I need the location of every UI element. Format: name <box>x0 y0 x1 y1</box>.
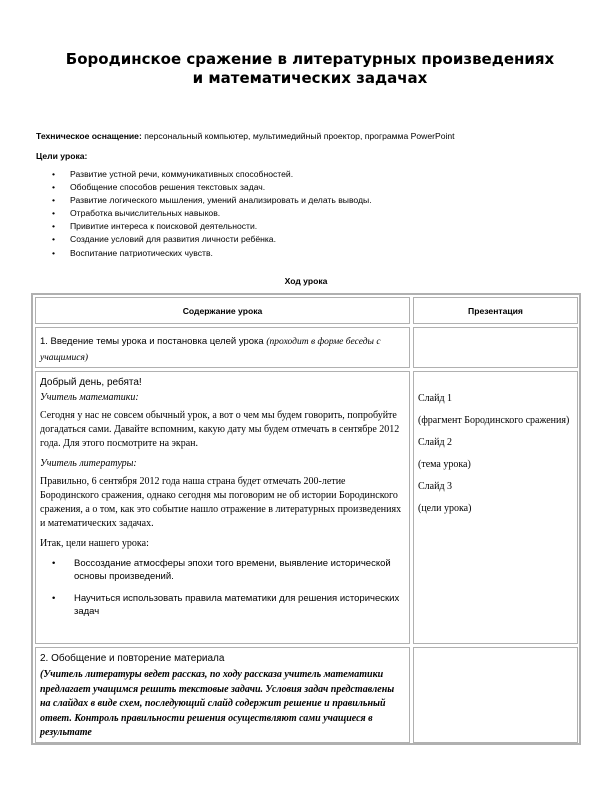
section-2-title: 2. Обобщение и повторение материала <box>40 653 225 664</box>
table-header-presentation: Презентация <box>413 297 578 324</box>
slide-caption: (тема урока) <box>418 459 471 470</box>
slide-label: Слайд 3 <box>418 481 453 492</box>
lesson-table <box>31 293 581 745</box>
goal-item: • Развитие устной речи, коммуникативных способностей. <box>52 168 372 181</box>
section-1-title <box>35 327 410 368</box>
slide-caption: (фрагмент Бородинского сражения) <box>418 415 570 426</box>
table-header-content: Содержание урока <box>35 297 410 324</box>
section-2-text: (Учитель литературы ведет рассказ, по ходу рассказа учитель математики предлагает учащимся решить текстовые задачи. Условия задач представлены на слайдах в виде схем, последующий слайд содержит решение и правильный ответ. Контроль правильности решения осуществляют сами учащиеся в результате <box>40 669 395 738</box>
lit-teacher-text: Правильно, 6 сентября 2012 года наша страна будет отмечать 200-летие Бородинского сражения, однако сегодня мы поговорим не об истории Бородинского сражения, а о том, как это событие нашло отражение в литературных произведениях и математических задачах. <box>40 476 402 529</box>
aims-intro: Итак, цели нашего урока: <box>40 538 149 549</box>
slide-caption: (цели урока) <box>418 503 472 514</box>
math-teacher-label: Учитель математики: <box>40 392 139 403</box>
goal-item: • Привитие интереса к поисковой деятельности. <box>52 220 372 233</box>
section-1-body <box>35 371 410 644</box>
math-teacher-text: Сегодня у нас не совсем обычный урок, а вот о чем мы будем говорить, попробуйте догадаться сами. Давайте вспомним, какую дату мы будем отмечать в сентябре 2012 года. Для этого посмотрите на экран. <box>40 410 400 449</box>
document-title <box>30 50 590 88</box>
equipment-text: персональный компьютер, мультимедийный проектор, программа PowerPoint <box>141 131 455 141</box>
equipment-label: Техническое оснащение: <box>36 131 142 141</box>
section-2-presentation-cell <box>413 647 578 743</box>
section-1-presentation-cell <box>413 327 578 368</box>
slide-label: Слайд 1 <box>418 393 453 404</box>
slide-label: Слайд 2 <box>418 437 453 448</box>
greeting: Добрый день, ребята! <box>40 377 142 388</box>
goals-heading: Цели урока: <box>36 151 88 161</box>
course-heading: Ход урока <box>284 276 328 286</box>
aim-item: • Научиться использовать правила математики для решения исторических задач <box>40 592 405 618</box>
section-1-note: (проходит в форме беседы с учащимися) <box>40 337 381 363</box>
goal-item: • Воспитание патриотических чувств. <box>52 247 372 260</box>
goal-item: • Отработка вычислительных навыков. <box>52 207 372 220</box>
goal-item: • Обобщение способов решения текстовых задач. <box>52 181 372 194</box>
goal-item: • Создание условий для развития личности ребёнка. <box>52 233 372 246</box>
title-line-1: Бородинское сражение в литературных произведениях <box>65 50 555 68</box>
equipment-line <box>36 131 455 141</box>
goal-item: • Развитие логического мышления, умений анализировать и делать выводы. <box>52 194 372 207</box>
aims-list <box>40 557 405 618</box>
section-1-slides <box>413 371 578 644</box>
section-1-title-text: 1. Введение темы урока и постановка целей урока <box>40 336 267 347</box>
lit-teacher-label: Учитель литературы: <box>40 458 137 469</box>
section-2 <box>35 647 410 743</box>
aim-item: • Воссоздание атмосферы эпохи того времени, выявление исторической основы произведений. <box>40 557 405 583</box>
title-line-2: и математических задачах <box>192 69 428 87</box>
goals-list <box>52 168 372 260</box>
